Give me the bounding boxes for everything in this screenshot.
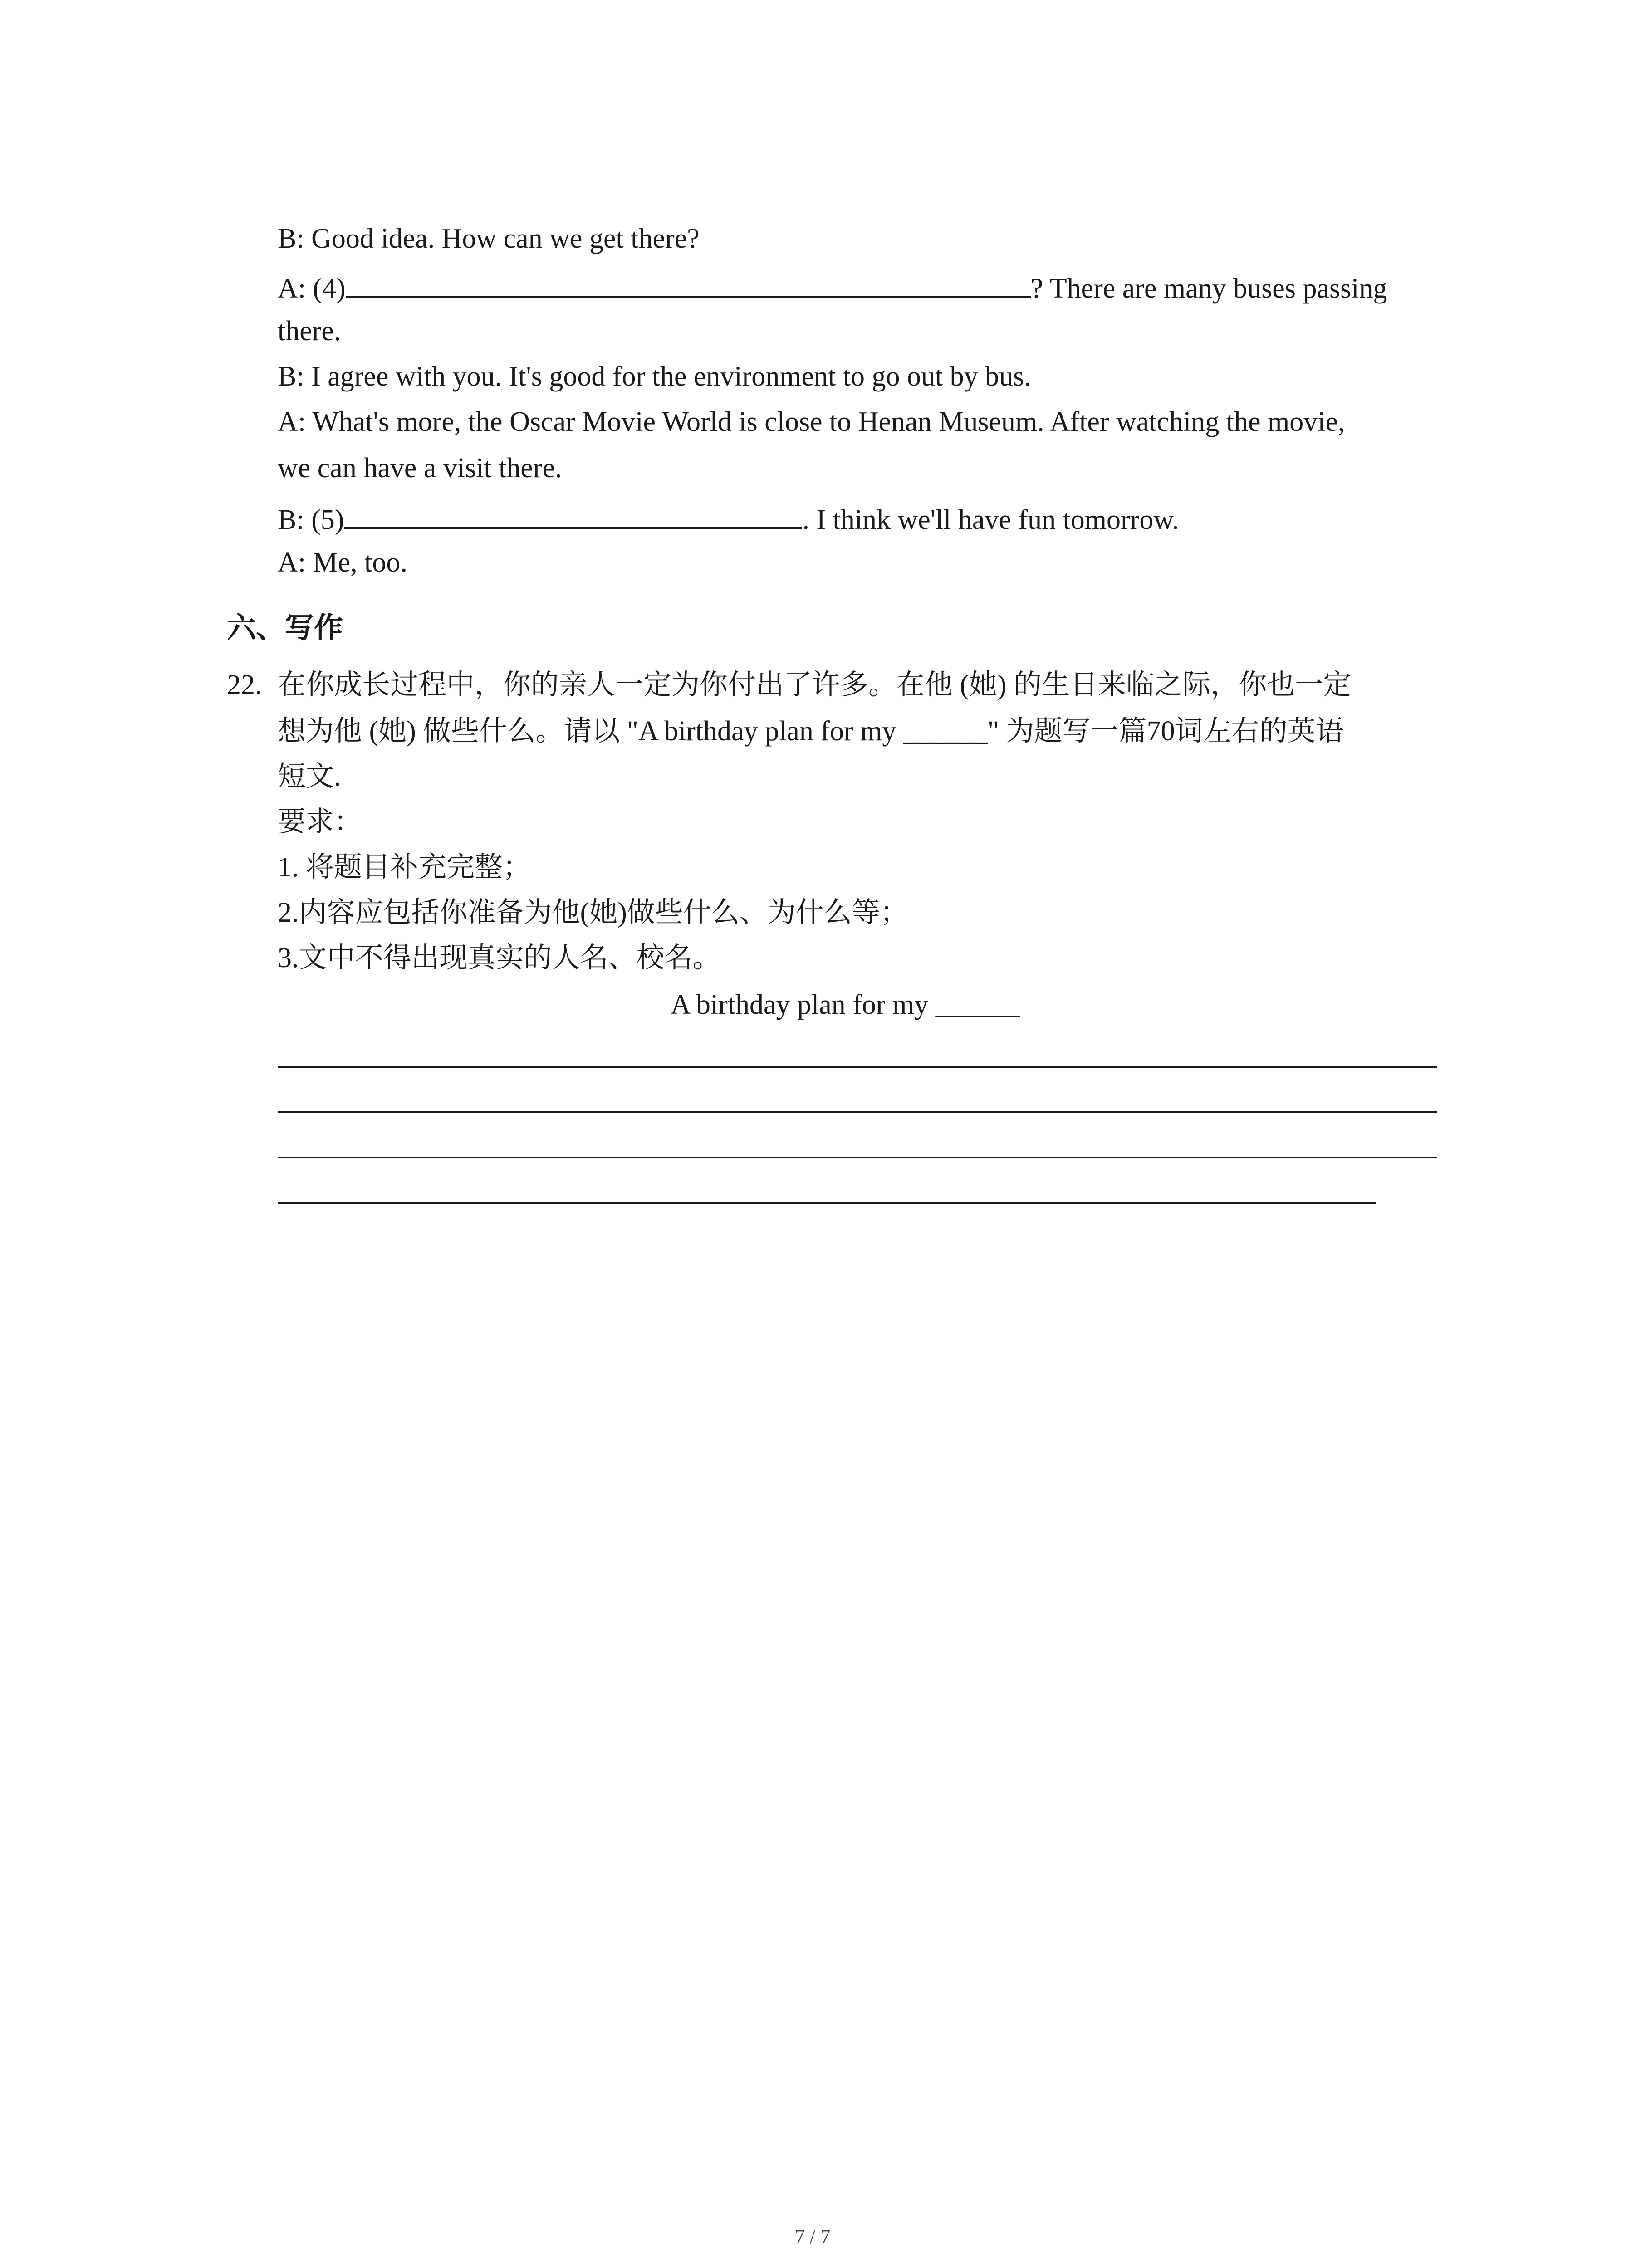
section-heading-writing: 六、写作 [227, 611, 343, 645]
requirement-2: 2.内容应包括你准备为他(她)做些什么、为什么等； [278, 897, 908, 928]
dialogue-b1: B: Good idea. How can we get there? [278, 223, 700, 254]
question-line-3: 短文. [278, 761, 341, 792]
essay-title: A birthday plan for my ______ [671, 989, 1020, 1020]
question-line-2: 想为他 (她) 做些什么。请以 "A birthday plan for my ______" 为题写一篇70词左右的英语 [278, 716, 1344, 747]
dialogue-a4 [278, 268, 1387, 307]
writing-line-2[interactable] [278, 1111, 1437, 1113]
dialogue-a4-prefix: A: (4) [278, 273, 346, 304]
writing-line-4[interactable] [278, 1202, 1376, 1204]
requirement-3: 3.文中不得出现真实的人名、校名。 [278, 943, 721, 973]
dialogue-b5-suffix: . I think we'll have fun tomorrow. [802, 504, 1179, 535]
dialogue-a-last: A: Me, too. [278, 547, 407, 578]
dialogue-b5-prefix: B: (5) [278, 504, 344, 535]
dialogue-a5-line1: A: What's more, the Oscar Movie World is close to Henan Museum. After watching the movie, [278, 406, 1345, 437]
answer-blank-4[interactable] [346, 268, 1031, 298]
dialogue-a4-suffix: ? There are many buses passing [1030, 273, 1387, 304]
requirements-title: 要求： [278, 807, 362, 837]
page-number: 7 / 7 [795, 2225, 831, 2248]
question-number: 22. [227, 670, 262, 700]
requirement-1: 1. 将题目补充完整； [278, 852, 531, 883]
dialogue-a4-cont: there. [278, 316, 341, 347]
answer-blank-5[interactable] [344, 499, 802, 529]
dialogue-b2: B: I agree with you. It's good for the environment to go out by bus. [278, 361, 1031, 392]
dialogue-b5 [278, 499, 1179, 538]
writing-line-1[interactable] [278, 1066, 1437, 1068]
writing-line-3[interactable] [278, 1157, 1437, 1158]
question-line-1: 在你成长过程中，你的亲人一定为你付出了许多。在他 (她) 的生日来临之际，你也一定 [278, 670, 1352, 700]
dialogue-a5-line2: we can have a visit there. [278, 453, 562, 484]
